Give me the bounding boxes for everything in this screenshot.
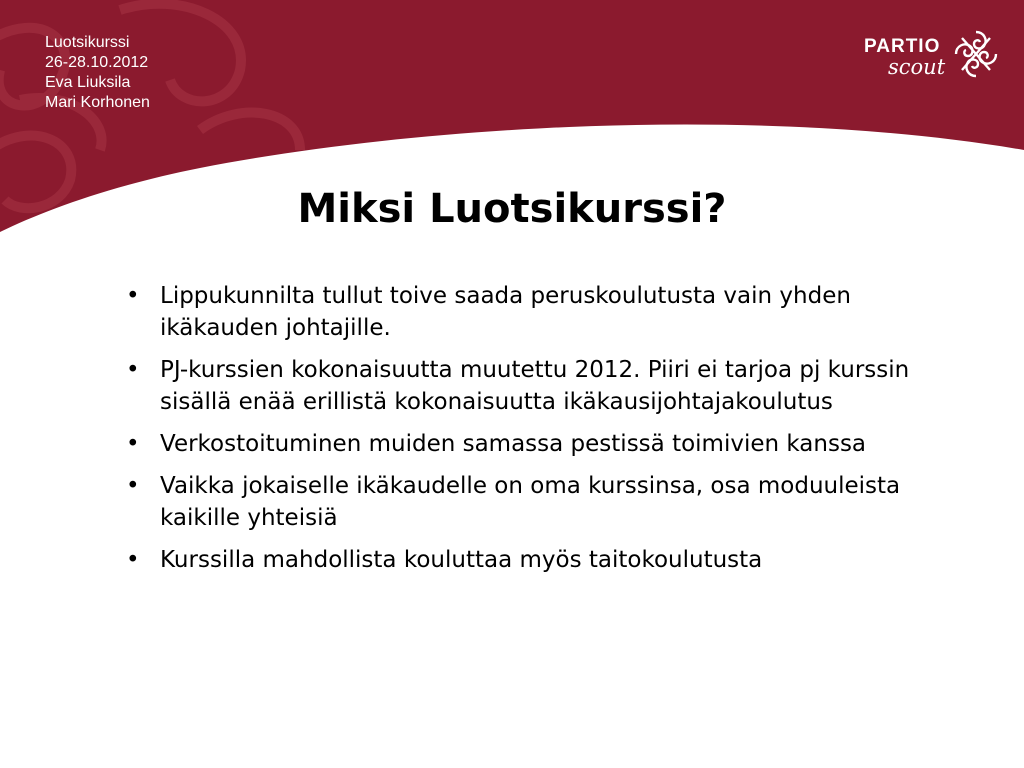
- bullet-text: Kurssilla mahdollista kouluttaa myös taitokoulutusta: [160, 547, 763, 573]
- bullet-text: Verkostoituminen muiden samassa pestissä toimivien kanssa: [160, 431, 867, 457]
- bullet-icon: •: [126, 431, 140, 457]
- author-name: Eva Liuksila: [45, 74, 131, 91]
- scout-emblem-icon: [950, 26, 1002, 82]
- list-item: [122, 428, 942, 460]
- bullet-text: PJ-kurssien kokonaisuutta muutettu 2012. Piiri ei tarjoa pj kurssin sisällä enää erillistä kokonaisuutta ikäkausijohtajakoulutus: [160, 357, 910, 415]
- course-name: Luotsikurssi: [45, 34, 130, 51]
- bullet-icon: •: [126, 357, 140, 383]
- bullet-text: Lippukunnilta tullut toive saada peruskoulutusta vain yhden ikäkauden johtajille.: [160, 283, 851, 341]
- bullet-icon: •: [126, 547, 140, 573]
- list-item: [122, 280, 942, 344]
- bullet-text: Vaikka jokaiselle ikäkaudelle on oma kurssinsa, osa moduuleista kaikille yhteisiä: [160, 473, 901, 531]
- list-item: [122, 354, 942, 418]
- bullet-list: [122, 280, 942, 586]
- list-item: [122, 544, 942, 576]
- bullet-icon: •: [126, 283, 140, 309]
- partio-scout-logo: [858, 22, 1008, 86]
- logo-text-scout: scout: [888, 55, 946, 79]
- course-dates: 26-28.10.2012: [45, 54, 149, 71]
- bullet-icon: •: [126, 473, 140, 499]
- slide-title: Miksi Luotsikurssi?: [297, 186, 727, 232]
- author-name: Mari Korhonen: [45, 94, 150, 111]
- list-item: [122, 470, 942, 534]
- logo-text-partio: PARTIO: [864, 36, 941, 57]
- course-info: [45, 33, 150, 113]
